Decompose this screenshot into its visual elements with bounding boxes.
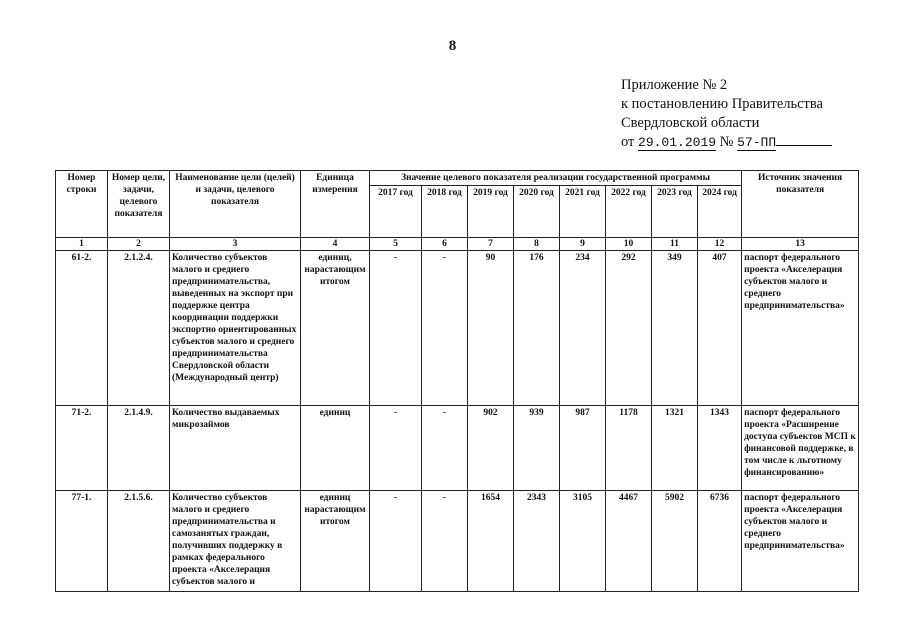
header-year: 2022 год [606, 186, 652, 238]
value-2021: 3105 [560, 491, 606, 592]
value-2024: 6736 [698, 491, 742, 592]
column-number: 11 [652, 238, 698, 251]
indicator-name: Количество субъектов малого и среднего предпринимательства, выведенных на экспорт при поддержке центра координации поддержки экспортно ориентированных субъектов малого и среднего предпринимательства Свердловской области (Международный центр) [170, 251, 301, 406]
goal-number: 2.1.4.9. [108, 406, 170, 491]
value-2017: - [370, 251, 422, 406]
header-year: 2020 год [514, 186, 560, 238]
indicator-source: паспорт федерального проекта «Акселерация субъектов малого и среднего предпринимательства» [742, 491, 859, 592]
column-number: 2 [108, 238, 170, 251]
unit: единиц нарастающим итогом [301, 491, 370, 592]
value-2024: 1343 [698, 406, 742, 491]
resolution-date: 29.01.2019 [638, 135, 717, 150]
header-year: 2024 год [698, 186, 742, 238]
header-source: Источник значения показателя [742, 171, 859, 238]
column-number: 10 [606, 238, 652, 251]
column-numbers-row [56, 238, 859, 251]
column-number: 4 [301, 238, 370, 251]
value-2024: 407 [698, 251, 742, 406]
goal-number: 2.1.5.6. [108, 491, 170, 592]
page-number: 8 [448, 38, 457, 54]
column-number: 5 [370, 238, 422, 251]
value-2023: 5902 [652, 491, 698, 592]
value-2020: 2343 [514, 491, 560, 592]
value-2018: - [422, 251, 468, 406]
header-year: 2023 год [652, 186, 698, 238]
header-goal-number: Номер цели, задачи, целевого показателя [108, 171, 170, 238]
indicator-name: Количество субъектов малого и среднего предпринимательства и самозанятых граждан, получивших поддержку в рамках федерального проекта «Акселерация субъектов малого и [170, 491, 301, 592]
indicator-name: Количество выдаваемых микрозаймов [170, 406, 301, 491]
header-unit: Единица измерения [301, 171, 370, 238]
column-number: 3 [170, 238, 301, 251]
appendix-block [621, 76, 832, 152]
date-prefix: от [621, 134, 635, 150]
column-number: 12 [698, 238, 742, 251]
value-2023: 349 [652, 251, 698, 406]
resolution-number: 57-ПП [737, 135, 777, 150]
indicator-source: паспорт федерального проекта «Расширение доступа субъектов МСП к финансовой поддержке, в том числе к льготному финансированию» [742, 406, 859, 491]
page-bottom-margin [0, 603, 905, 640]
value-2020: 939 [514, 406, 560, 491]
appendix-resolution-line: к постановлению Правительства [621, 96, 823, 112]
table-row [56, 406, 859, 491]
header-name: Наименование цели (целей) и задачи, целевого показателя [170, 171, 301, 238]
value-2021: 987 [560, 406, 606, 491]
column-number: 13 [742, 238, 859, 251]
unit: единиц, нарастающим итогом [301, 251, 370, 406]
value-2023: 1321 [652, 406, 698, 491]
table-row [56, 251, 859, 406]
appendix-region-line: Свердловской области [621, 115, 760, 131]
number-prefix: № [719, 134, 734, 150]
column-number: 1 [56, 238, 108, 251]
value-2018: - [422, 491, 468, 592]
header-year: 2018 год [422, 186, 468, 238]
value-2017: - [370, 491, 422, 592]
indicators-table [55, 170, 859, 592]
value-2020: 176 [514, 251, 560, 406]
header-values-group: Значение целевого показателя реализации государственной программы [370, 171, 742, 186]
column-number: 8 [514, 238, 560, 251]
value-2019: 1654 [468, 491, 514, 592]
value-2019: 90 [468, 251, 514, 406]
unit: единиц [301, 406, 370, 491]
value-2017: - [370, 406, 422, 491]
value-2022: 4467 [606, 491, 652, 592]
table-row [56, 491, 859, 592]
header-year: 2021 год [560, 186, 606, 238]
appendix-date-line [621, 133, 832, 152]
indicator-source: паспорт федерального проекта «Акселерация субъектов малого и среднего предпринимательства» [742, 251, 859, 406]
column-number: 6 [422, 238, 468, 251]
row-number: 61-2. [56, 251, 108, 406]
column-number: 7 [468, 238, 514, 251]
header-row-number: Номер строки [56, 171, 108, 238]
header-year: 2017 год [370, 186, 422, 238]
value-2019: 902 [468, 406, 514, 491]
goal-number: 2.1.2.4. [108, 251, 170, 406]
value-2018: - [422, 406, 468, 491]
number-underline [776, 133, 832, 146]
column-number: 9 [560, 238, 606, 251]
header-row [56, 171, 859, 186]
appendix-title: Приложение № 2 [621, 77, 728, 93]
row-number: 71-2. [56, 406, 108, 491]
value-2022: 1178 [606, 406, 652, 491]
header-year: 2019 год [468, 186, 514, 238]
value-2021: 234 [560, 251, 606, 406]
value-2022: 292 [606, 251, 652, 406]
row-number: 77-1. [56, 491, 108, 592]
